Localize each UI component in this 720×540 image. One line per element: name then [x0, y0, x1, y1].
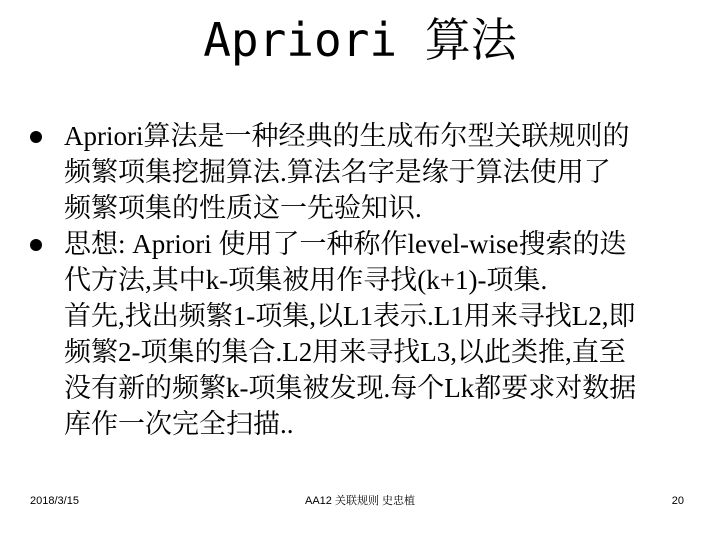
- paragraph-apriori-steps: [30, 298, 710, 442]
- paragraph-text-line: 首先,找出频繁1-项集,以L1表示.L1用来寻找L2,即: [64, 301, 636, 331]
- footer-date: 2018/3/15: [30, 495, 79, 507]
- bullet-item-apriori-idea: [30, 226, 710, 298]
- slide-content: [30, 118, 710, 442]
- bullet-dot-icon: [30, 131, 42, 143]
- paragraph-text-line: 频繁2-项集的集合.L2用来寻找L3,以此类推,直至: [64, 337, 626, 367]
- bullet-text-line: 思想: Apriori 使用了一种称作level-wise搜索的迭: [64, 229, 627, 259]
- bullet-text-line: 频繁项集的性质这一先验知识.: [64, 193, 422, 223]
- bullet-text-line: Apriori算法是一种经典的生成布尔型关联规则的: [64, 121, 630, 151]
- bullet-item-apriori-definition: [30, 118, 710, 226]
- paragraph-text-line: 没有新的频繁k-项集被发现.每个Lk都要求对数据: [64, 373, 637, 403]
- bullet-dot-icon: [30, 239, 42, 251]
- bullet-text-line: 代方法,其中k-项集被用作寻找(k+1)-项集.: [64, 265, 548, 295]
- bullet-text-line: 频繁项集挖掘算法.算法名字是缘于算法使用了: [64, 157, 611, 187]
- footer-title: AA12 关联规则 史忠植: [304, 495, 416, 507]
- paragraph-text-line: 库作一次完全扫描..: [64, 409, 294, 439]
- footer-page-number: 20: [671, 495, 684, 507]
- slide-title: Apriori 算法: [203, 13, 517, 67]
